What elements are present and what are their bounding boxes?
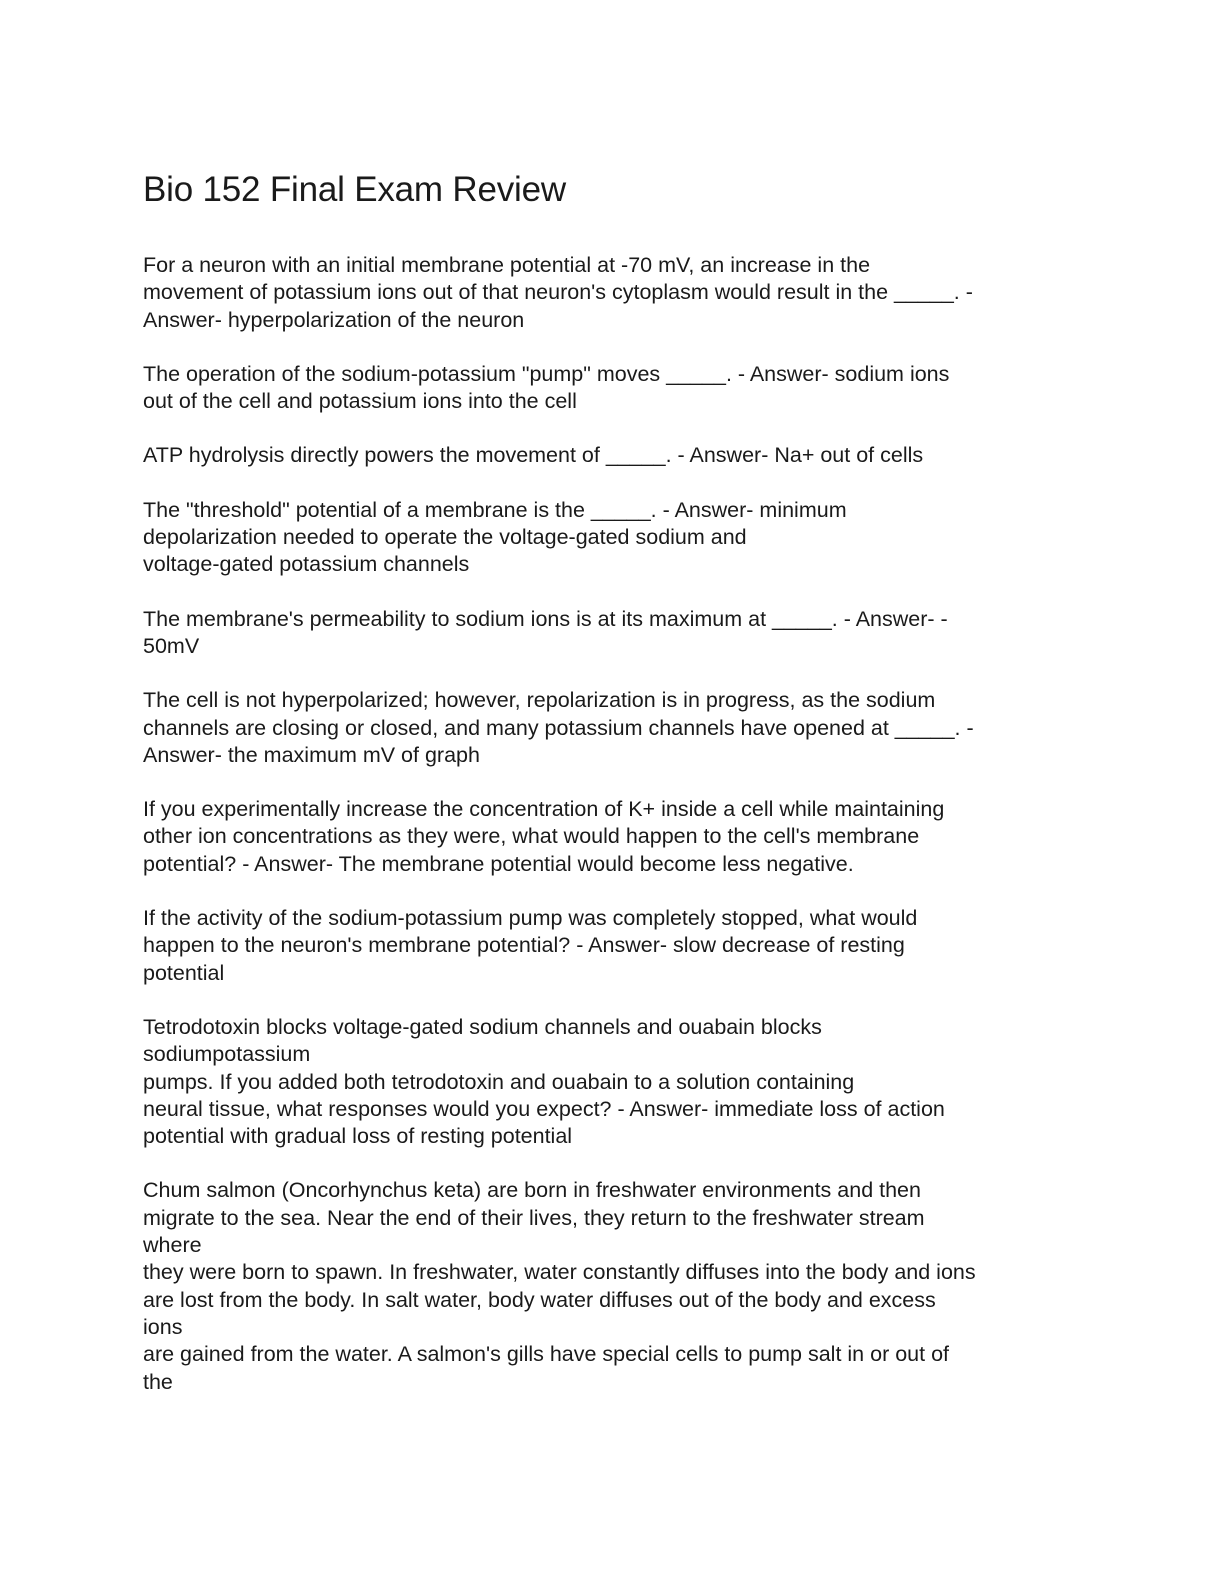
qa-text-line: are lost from the body. In salt water, body water diffuses out of the body and excess [143,1287,936,1312]
qa-text-line: ATP hydrolysis directly powers the movement of _____. - Answer- Na+ out of cells [143,443,924,468]
qa-text-line: voltage-gated potassium channels [143,552,470,577]
qa-text-line: The cell is not hyperpolarized; however, repolarization is in progress, as the sodium [143,688,936,713]
qa-list [143,252,1083,1423]
qa-text-line: potential? - Answer- The membrane potential would become less negative. [143,851,854,876]
qa-entry [143,905,1083,987]
qa-text-line: other ion concentrations as they were, what would happen to the cell's membrane [143,824,920,849]
qa-text-line: pumps. If you added both tetrodotoxin and ouabain to a solution containing [143,1069,855,1094]
qa-text-line: Answer- the maximum mV of graph [143,742,480,767]
qa-entry [143,442,1083,469]
qa-text-line: are gained from the water. A salmon's gills have special cells to pump salt in or out of [143,1342,949,1367]
qa-text-line: channels are closing or closed, and many potassium channels have opened at _____. - [143,715,974,740]
qa-text-line: The operation of the sodium-potassium "pump" moves _____. - Answer- sodium ions [143,361,950,386]
qa-text-line: migrate to the sea. Near the end of their lives, they return to the freshwater stream [143,1205,925,1230]
qa-entry [143,796,1083,878]
qa-text-line: The "threshold" potential of a membrane is the _____. - Answer- minimum [143,497,847,522]
qa-text-line: neural tissue, what responses would you expect? - Answer- immediate loss of action [143,1096,945,1121]
qa-entry [143,252,1083,334]
qa-text-line: happen to the neuron's membrane potential? - Answer- slow decrease of resting [143,933,905,958]
qa-text-line: If you experimentally increase the concentration of K+ inside a cell while maintaining [143,797,945,822]
qa-entry [143,606,1083,661]
qa-text-line: The membrane's permeability to sodium ions is at its maximum at _____. - Answer- - [143,606,948,631]
qa-text-line: If the activity of the sodium-potassium pump was completely stopped, what would [143,906,918,931]
qa-text-line: Tetrodotoxin blocks voltage-gated sodium channels and ouabain blocks [143,1014,822,1039]
qa-entry [143,1014,1083,1150]
qa-text-line: depolarization needed to operate the voltage-gated sodium and [143,525,747,550]
qa-text-line: where [143,1233,202,1258]
qa-text-line: movement of potassium ions out of that neuron's cytoplasm would result in the _____. - [143,280,973,305]
qa-text-line: Answer- hyperpolarization of the neuron [143,307,525,332]
qa-text-line: potential with gradual loss of resting potential [143,1124,573,1149]
qa-entry [143,687,1083,769]
qa-text-line: they were born to spawn. In freshwater, water constantly diffuses into the body and ions [143,1260,976,1285]
qa-text-line: 50mV [143,633,200,658]
qa-entry [143,1177,1083,1395]
qa-text-line: ions [143,1314,183,1339]
page-title: Bio 152 Final Exam Review [143,170,566,209]
qa-text-line: sodiumpotassium [143,1042,311,1067]
qa-text-line: For a neuron with an initial membrane potential at -70 mV, an increase in the [143,253,871,277]
qa-text-line: out of the cell and potassium ions into the cell [143,389,577,414]
qa-entry [143,361,1083,416]
qa-text-line: potential [143,960,225,985]
qa-text-line: the [143,1369,173,1394]
qa-text-line: Chum salmon (Oncorhynchus keta) are born in freshwater environments and then [143,1178,921,1203]
qa-entry [143,497,1083,579]
